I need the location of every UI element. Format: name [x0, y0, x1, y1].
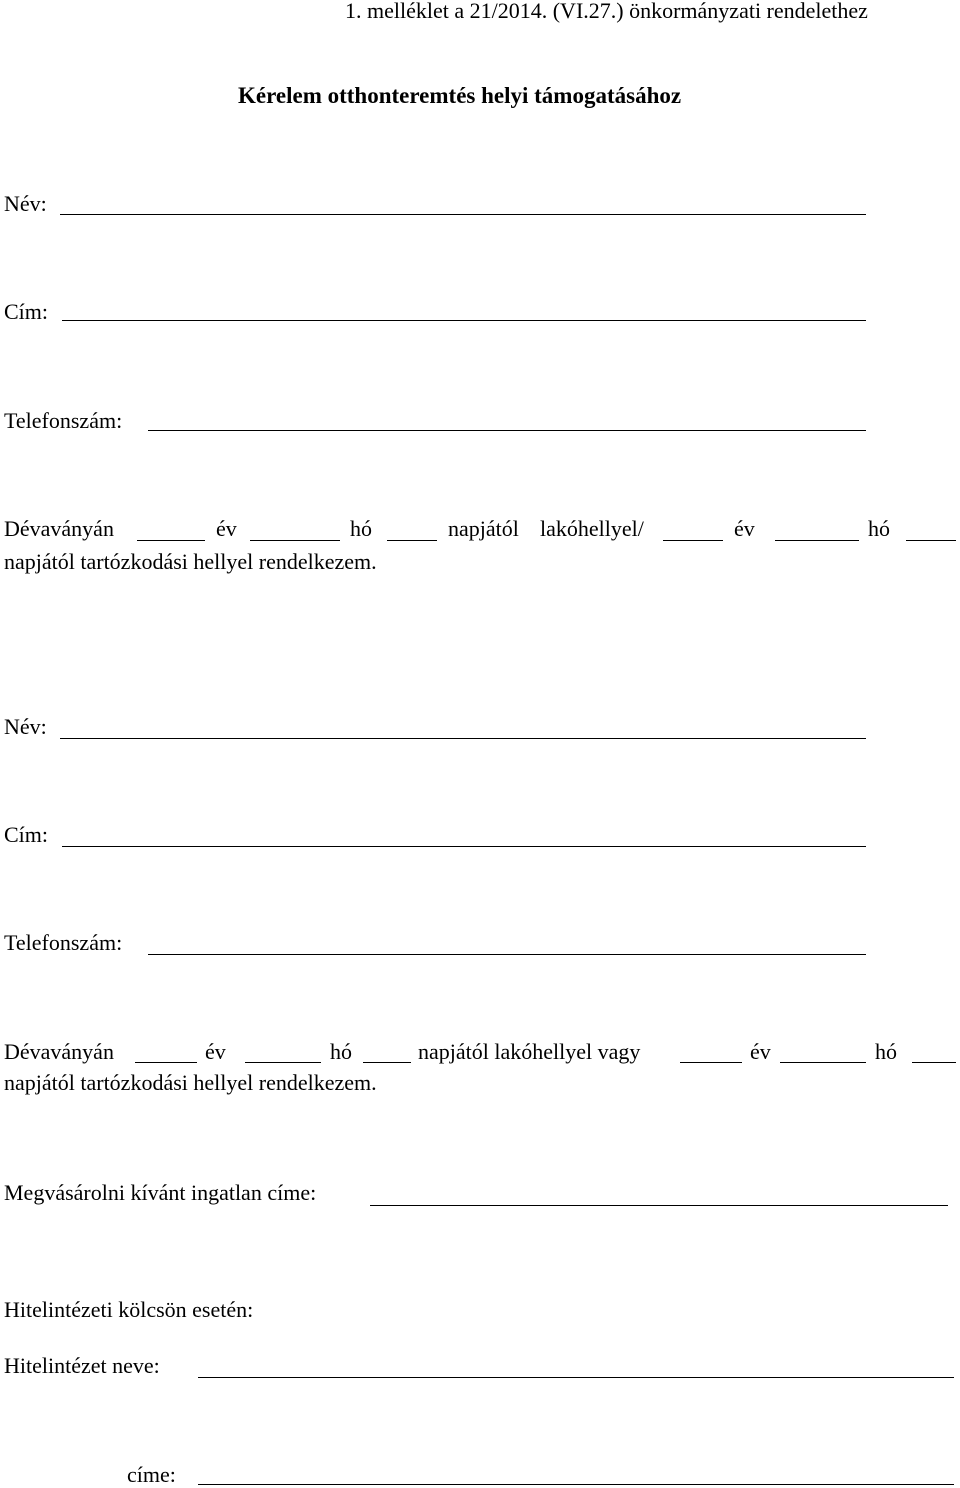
page-title: Kérelem otthonteremtés helyi támogatásához [238, 83, 682, 108]
residence-day-field-1b[interactable] [906, 540, 956, 541]
residence-town-2: Dévaványán [4, 1039, 114, 1064]
residence-day-field-2a[interactable] [363, 1062, 411, 1063]
residence-line2-2: napjától tartózkodási hellyel rendelkezem. [4, 1070, 377, 1095]
name-field-1[interactable] [60, 214, 866, 215]
phone-field-1[interactable] [148, 430, 866, 431]
header-annex-reference: 1. melléklet a 21/2014. (VI.27.) önkormányzati rendelethez [345, 0, 868, 23]
residence-month-field-1a[interactable] [250, 540, 340, 541]
residence-year-word-2b: év [750, 1039, 771, 1064]
name-field-2[interactable] [60, 738, 866, 739]
name-label-1: Név: [4, 191, 47, 216]
name-label-2: Név: [4, 714, 47, 739]
residence-month-field-2a[interactable] [245, 1062, 321, 1063]
bank-address-field[interactable] [198, 1484, 954, 1485]
address-label-1: Cím: [4, 299, 49, 324]
residence-month-field-1b[interactable] [775, 540, 859, 541]
residence-from-day-2a: napjától lakóhellyel vagy [418, 1039, 641, 1064]
residence-from-day-1a: napjától [448, 516, 519, 541]
residence-line2-1: napjától tartózkodási hellyel rendelkezem. [4, 549, 377, 574]
residence-town-1: Dévaványán [4, 516, 114, 541]
residence-year-field-2a[interactable] [135, 1062, 197, 1063]
residence-month-word-1a: hó [350, 516, 372, 541]
residence-year-field-2b[interactable] [680, 1062, 742, 1063]
phone-field-2[interactable] [148, 954, 866, 955]
residence-year-field-1a[interactable] [137, 540, 205, 541]
residence-month-word-2a: hó [330, 1039, 352, 1064]
phone-label-1: Telefonszám: [4, 408, 123, 433]
residence-month-field-2b[interactable] [780, 1062, 866, 1063]
property-address-label: Megvásárolni kívánt ingatlan címe: [4, 1180, 317, 1205]
residence-year-field-1b[interactable] [663, 540, 723, 541]
phone-label-2: Telefonszám: [4, 930, 123, 955]
residence-day-field-2b[interactable] [912, 1062, 956, 1063]
residence-year-word-2a: év [205, 1039, 226, 1064]
residence-month-word-1b: hó [868, 516, 890, 541]
bank-name-field[interactable] [198, 1377, 954, 1378]
residence-year-word-1b: év [734, 516, 755, 541]
residence-day-field-1a[interactable] [387, 540, 437, 541]
address-label-2: Cím: [4, 822, 49, 847]
bank-address-label: címe: [127, 1462, 176, 1487]
address-field-1[interactable] [62, 320, 866, 321]
loan-heading: Hitelintézeti kölcsön esetén: [4, 1297, 254, 1322]
residence-year-word-1a: év [216, 516, 237, 541]
bank-name-label: Hitelintézet neve: [4, 1353, 160, 1378]
property-address-field[interactable] [370, 1205, 948, 1206]
address-field-2[interactable] [62, 846, 866, 847]
residence-month-word-2b: hó [875, 1039, 897, 1064]
residence-permanent-1: lakóhellyel/ [540, 516, 644, 541]
